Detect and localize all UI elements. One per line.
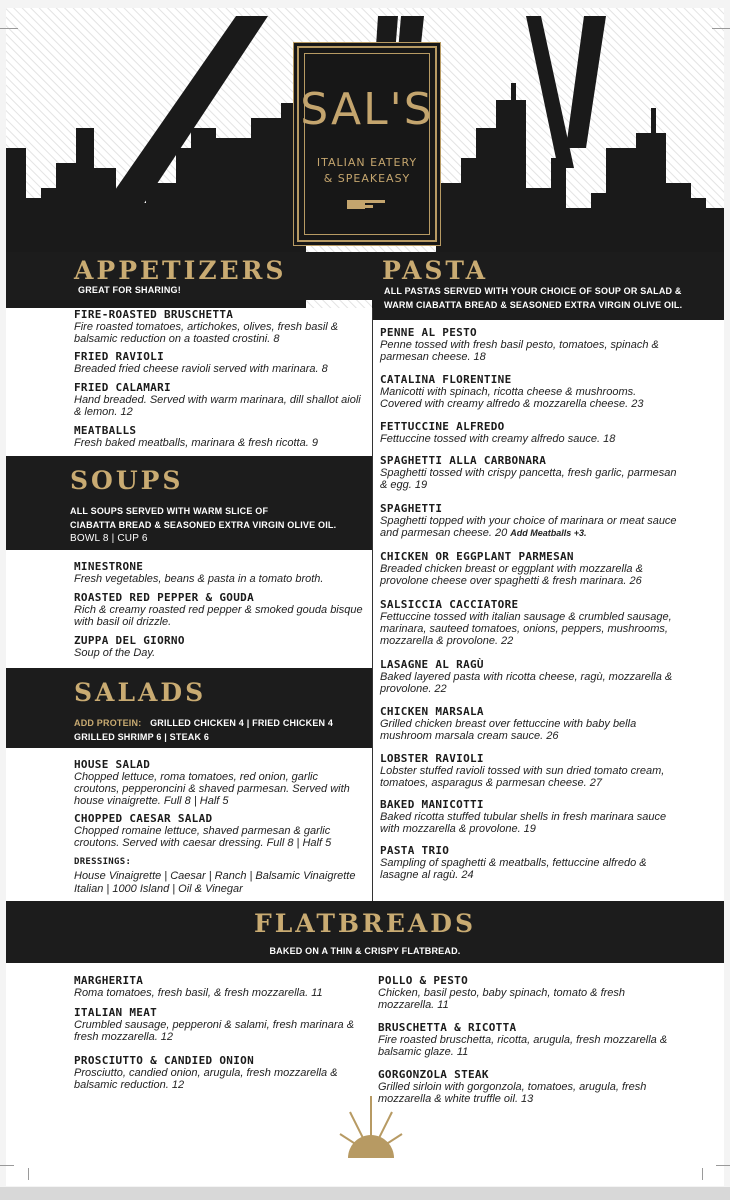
protein-options-2: GRILLED SHRIMP 6 | STEAK 6 [74, 732, 210, 742]
item-name: BAKED MANICOTTI [380, 798, 484, 811]
salads-title: SALADS [74, 678, 207, 707]
protein-options-1: GRILLED CHICKEN 4 | FRIED CHICKEN 4 [150, 718, 334, 728]
item-desc: Prosciutto, candied onion, arugula, fresh mozzarella & balsamic reduction. 12 [74, 1067, 338, 1091]
soups-note-1: ALL SOUPS SERVED WITH WARM SLICE OF [70, 506, 269, 516]
item-name: POLLO & PESTO [378, 974, 468, 987]
item-desc: Chicken, basil pesto, baby spinach, tomato & fresh mozzarella. 11 [378, 987, 626, 1011]
item-name: GORGONZOLA STEAK [378, 1068, 489, 1081]
item-desc: Fresh vegetables, beans & pasta in a tomato broth. [74, 573, 324, 585]
logo-line-1: ITALIAN EATERY [316, 156, 418, 169]
menu-item [74, 350, 366, 375]
dressings [74, 856, 366, 895]
soups-title: SOUPS [70, 466, 184, 495]
menu-item [74, 634, 366, 659]
item-desc: Spaghetti tossed with crispy pancetta, fresh garlic, parmesan & egg. 19 [380, 467, 677, 491]
item-addon: Add Meatballs +3. [510, 528, 587, 538]
menu-item [378, 1021, 678, 1058]
item-desc: Fire roasted tomatoes, artichokes, olives, fresh basil & balsamic reduction on a toasted crostini. 8 [74, 321, 339, 345]
item-desc: Grilled sirloin with gorgonzola, tomatoes, arugula, fresh mozzarella & white truffle oil. 13 [378, 1081, 647, 1105]
pointing-hand-icon [345, 194, 389, 214]
item-name: CHICKEN OR EGGPLANT PARMESAN [380, 550, 574, 563]
item-desc: Fettuccine tossed with italian sausage & crumbled sausage, marinara, sauteed tomatoes, onions, peppers, mushrooms, mozzarella & provolone. 22 [380, 611, 672, 647]
item-desc: Soup of the Day. [74, 647, 156, 659]
pasta-note-1: ALL PASTAS SERVED WITH YOUR CHOICE OF SOUP OR SALAD & [384, 286, 682, 296]
restaurant-logo [297, 46, 437, 242]
item-name: MINESTRONE [74, 560, 144, 573]
item-desc: Penne tossed with fresh basil pesto, tomatoes, spinach & parmesan cheese. 18 [380, 339, 659, 363]
item-name: FETTUCCINE ALFREDO [380, 420, 505, 433]
appetizers-note: GREAT FOR SHARING! [78, 285, 181, 295]
item-desc: Grilled chicken breast over fettuccine with baby bella mushroom marsala cream sauce. 26 [380, 718, 637, 742]
crop-mark [0, 28, 18, 29]
crop-mark [0, 1165, 14, 1166]
crop-mark [702, 1168, 703, 1180]
item-name: ZUPPA DEL GIORNO [74, 634, 185, 647]
menu-item [380, 373, 680, 410]
item-name: FRIED CALAMARI [74, 381, 171, 394]
menu-item [380, 420, 680, 445]
menu-sheet [6, 8, 724, 1186]
menu-item [380, 454, 680, 491]
item-desc: Roma tomatoes, fresh basil, & fresh mozzarella. 11 [74, 987, 323, 999]
soups-note-2: CIABATTA BREAD & SEASONED EXTRA VIRGIN OLIVE OIL. [70, 520, 337, 530]
item-desc: Crumbled sausage, pepperoni & salami, fresh marinara & fresh mozzarella. 12 [74, 1019, 355, 1043]
item-desc: Lobster stuffed ravioli tossed with sun dried tomato cream, tomatoes, asparagus & parmesan cheese. 27 [380, 765, 665, 789]
item-name: CHOPPED CAESAR SALAD [74, 812, 213, 825]
menu-item [74, 591, 366, 628]
item-name: MEATBALLS [74, 424, 137, 437]
item-name: LOBSTER RAVIOLI [380, 752, 484, 765]
menu-item [74, 812, 366, 849]
menu-item [380, 844, 680, 881]
menu-item [74, 560, 366, 585]
menu-item [378, 974, 678, 1011]
item-name: PASTA TRIO [380, 844, 450, 857]
item-desc: Baked layered pasta with ricotta cheese, ragù, mozzarella & provolone. 22 [380, 671, 673, 695]
item-desc: Breaded chicken breast or eggplant with mozzarella & provolone cheese over spaghetti & fresh marinara. 26 [380, 563, 643, 587]
item-name: SALSICCIA CACCIATORE [380, 598, 519, 611]
item-desc: Breaded fried cheese ravioli served with marinara. 8 [74, 363, 328, 375]
menu-item [380, 502, 680, 539]
soups-sizes: BOWL 8 | CUP 6 [70, 533, 148, 544]
logo-title: SAL'S [300, 84, 434, 135]
item-name: MARGHERITA [74, 974, 144, 987]
menu-item [74, 758, 366, 807]
menu-item [380, 705, 680, 742]
item-name: ITALIAN MEAT [74, 1006, 158, 1019]
item-name: PROSCIUTTO & CANDIED ONION [74, 1054, 254, 1067]
dressings-line-2: Italian | 1000 Island | Oil & Vinegar [74, 883, 243, 895]
item-desc: Chopped romaine lettuce, shaved parmesan & garlic croutons. Served with caesar dressing. Full 8 | Half 5 [74, 825, 332, 849]
item-name: FIRE-ROASTED BRUSCHETTA [74, 308, 234, 321]
logo-line-2: & SPEAKEASY [323, 172, 411, 185]
menu-item [380, 798, 680, 835]
item-name: CATALINA FLORENTINE [380, 373, 512, 386]
menu-item [74, 308, 366, 345]
item-desc: Fresh baked meatballs, marinara & fresh ricotta. 9 [74, 437, 318, 449]
menu-item [74, 1006, 364, 1043]
item-name: BRUSCHETTA & RICOTTA [378, 1021, 517, 1034]
sunburst-ornament-icon [336, 1092, 406, 1162]
item-name: PENNE AL PESTO [380, 326, 477, 339]
pasta-title: PASTA [382, 256, 489, 285]
menu-item [74, 424, 366, 449]
crop-mark [28, 1168, 29, 1180]
menu-item [74, 1054, 364, 1091]
salads-proteins-line-1 [74, 716, 333, 730]
item-desc-text: Spaghetti topped with your choice of marinara or meat sauce and parmesan cheese. 20 [380, 515, 677, 539]
item-name: CHICKEN MARSALA [380, 705, 484, 718]
item-desc: Baked ricotta stuffed tubular shells in fresh marinara sauce with mozzarella & provolone. 19 [380, 811, 667, 835]
dressings-label: DRESSINGS: [74, 857, 132, 867]
menu-item [380, 598, 680, 647]
pasta-note-2: WARM CIABATTA BREAD & SEASONED EXTRA VIRGIN OLIVE OIL. [384, 300, 683, 310]
item-desc: Manicotti with spinach, ricotta cheese & mushrooms. Covered with creamy alfredo & mozzarella cheese. 23 [380, 386, 644, 410]
item-desc: Fettuccine tossed with creamy alfredo sauce. 18 [380, 433, 616, 445]
item-desc: Hand breaded. Served with warm marinara, dill shallot aioli & lemon. 12 [74, 394, 361, 418]
item-desc [380, 515, 680, 539]
protein-label: ADD PROTEIN: [74, 718, 142, 728]
page-bottom-band [0, 1187, 730, 1200]
column-divider [372, 308, 373, 906]
dressings-line-1: House Vinaigrette | Caesar | Ranch | Balsamic Vinaigrette [74, 870, 356, 882]
item-name: LASAGNE AL RAGÙ [380, 658, 484, 671]
menu-item [380, 658, 680, 695]
menu-item [380, 326, 680, 363]
item-name: SPAGHETTI ALLA CARBONARA [380, 454, 547, 467]
item-desc: Fire roasted bruschetta, ricotta, arugula, fresh mozzarella & balsamic glaze. 11 [378, 1034, 668, 1058]
menu-item [380, 550, 680, 587]
item-desc: Rich & creamy roasted red pepper & smoked gouda bisque with basil oil drizzle. [74, 604, 363, 628]
soups-band [6, 456, 372, 550]
item-name: SPAGHETTI [380, 502, 443, 515]
crop-mark [716, 1165, 730, 1166]
appetizers-title: APPETIZERS [74, 256, 287, 285]
flatbreads-title: FLATBREADS [253, 909, 477, 938]
item-desc: Sampling of spaghetti & meatballs, fettuccine alfredo & lasagne al ragù. 24 [380, 857, 647, 881]
menu-item [378, 1068, 678, 1105]
menu-item [74, 381, 366, 418]
item-name: FRIED RAVIOLI [74, 350, 164, 363]
menu-item [74, 974, 364, 999]
item-name: HOUSE SALAD [74, 758, 151, 771]
menu-item [380, 752, 680, 789]
flatbreads-note: BAKED ON A THIN & CRISPY FLATBREAD. [269, 946, 461, 956]
item-desc: Chopped lettuce, roma tomatoes, red onion, garlic croutons, pepperoncini & shaved parmesan. Served with house vinaigrette. Full 8 | Half 5 [74, 771, 350, 807]
item-name: ROASTED RED PEPPER & GOUDA [74, 591, 254, 604]
crop-mark [712, 28, 730, 29]
